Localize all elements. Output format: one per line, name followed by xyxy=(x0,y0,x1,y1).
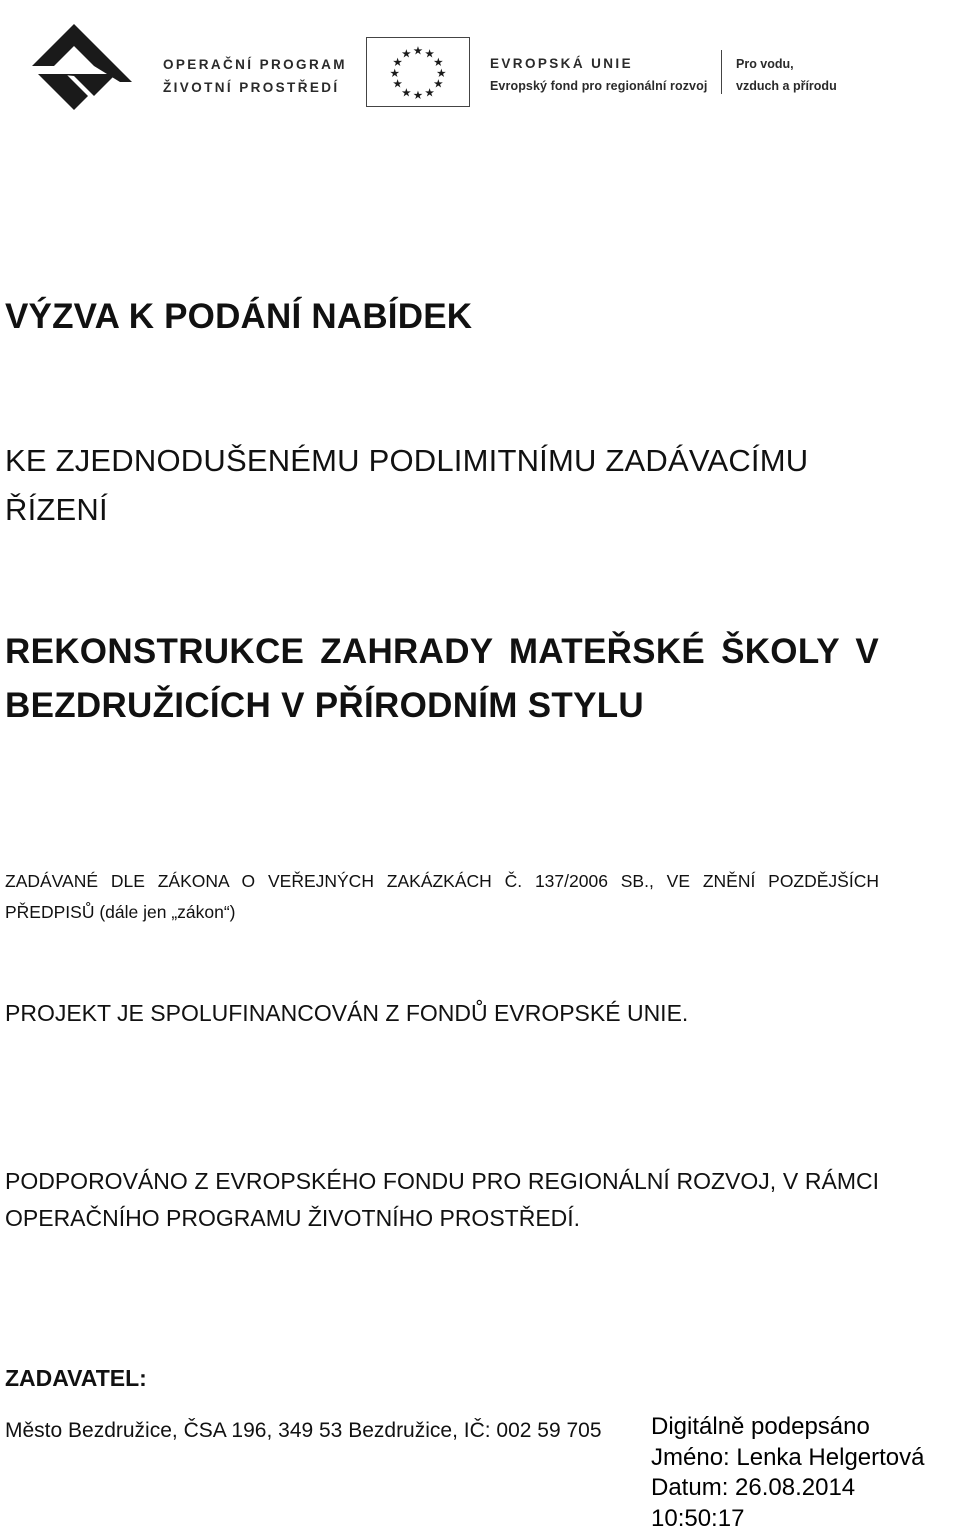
svg-text:★: ★ xyxy=(401,86,412,100)
logo-divider xyxy=(721,50,722,94)
digital-signature-stamp xyxy=(651,1412,960,1534)
document-subtitle: KE ZJEDNODUŠENÉMU PODLIMITNÍMU ZADÁVACÍMU ŘÍZENÍ xyxy=(5,443,809,527)
svg-text:★: ★ xyxy=(424,47,435,61)
svg-text:★: ★ xyxy=(389,66,400,80)
slogan-line-2: vzduch a přírodu xyxy=(736,79,837,93)
cofinancing-statement: PROJEKT JE SPOLUFINANCOVÁN Z FONDŮ EVROPSKÉ UNIE. xyxy=(5,1000,689,1026)
contracting-authority-details: Město Bezdružice, ČSA 196, 349 53 Bezdružice, IČ: 002 59 705 xyxy=(5,1419,602,1442)
svg-text:★: ★ xyxy=(433,77,444,91)
contracting-authority-label: ZADAVATEL: xyxy=(5,1365,147,1391)
svg-text:★: ★ xyxy=(424,86,435,100)
header-logos xyxy=(0,0,880,150)
eu-stars-ring xyxy=(389,45,446,103)
svg-text:★: ★ xyxy=(412,89,424,103)
eu-flag-icon xyxy=(366,37,470,107)
eu-fund-name: Evropský fond pro regionální rozvoj xyxy=(490,79,708,93)
svg-text:★: ★ xyxy=(436,66,447,80)
svg-text:★: ★ xyxy=(401,47,412,61)
law-reference: ZADÁVANÉ DLE ZÁKONA O VEŘEJNÝCH ZAKÁZKÁCH Č. 137/2006 SB., VE ZNĚNÍ POZDĚJŠÍCH PŘEDPISŮ (dále jen „zákon“) xyxy=(5,871,879,922)
eu-title: EVROPSKÁ UNIE xyxy=(490,56,633,71)
svg-text:★: ★ xyxy=(412,44,424,58)
signature-line-4: 10:50:17 xyxy=(651,1504,745,1532)
svg-text:★: ★ xyxy=(392,77,403,91)
op-line-2: ŽIVOTNÍ PROSTŘEDÍ xyxy=(163,80,340,95)
operational-programme-logo-icon xyxy=(32,24,142,124)
slogan xyxy=(736,53,837,97)
signature-line-1: Digitálně podepsáno xyxy=(651,1413,870,1440)
project-name: REKONSTRUKCE ZAHRADY MATEŘSKÉ ŠKOLY V BEZDRUŽICÍCH V PŘÍRODNÍM STYLU xyxy=(5,632,879,725)
signature-line-2: Jméno: Lenka Helgertová xyxy=(651,1443,925,1471)
slogan-line-1: Pro vodu, xyxy=(736,57,794,71)
operational-programme-wordmark xyxy=(163,53,347,99)
eu-wordmark xyxy=(490,53,707,97)
signature-line-3: Datum: 26.08.2014 xyxy=(651,1474,856,1501)
support-statement: PODPOROVÁNO Z EVROPSKÉHO FONDU PRO REGIONÁLNÍ ROZVOJ, V RÁMCI OPERAČNÍHO PROGRAMU ŽIVOTNÍHO PROSTŘEDÍ. xyxy=(5,1168,879,1231)
op-line-1: OPERAČNÍ PROGRAM xyxy=(163,57,347,72)
document-title: VÝZVA K PODÁNÍ NABÍDEK xyxy=(5,297,473,336)
svg-text:★: ★ xyxy=(392,56,403,70)
svg-text:★: ★ xyxy=(433,56,444,70)
